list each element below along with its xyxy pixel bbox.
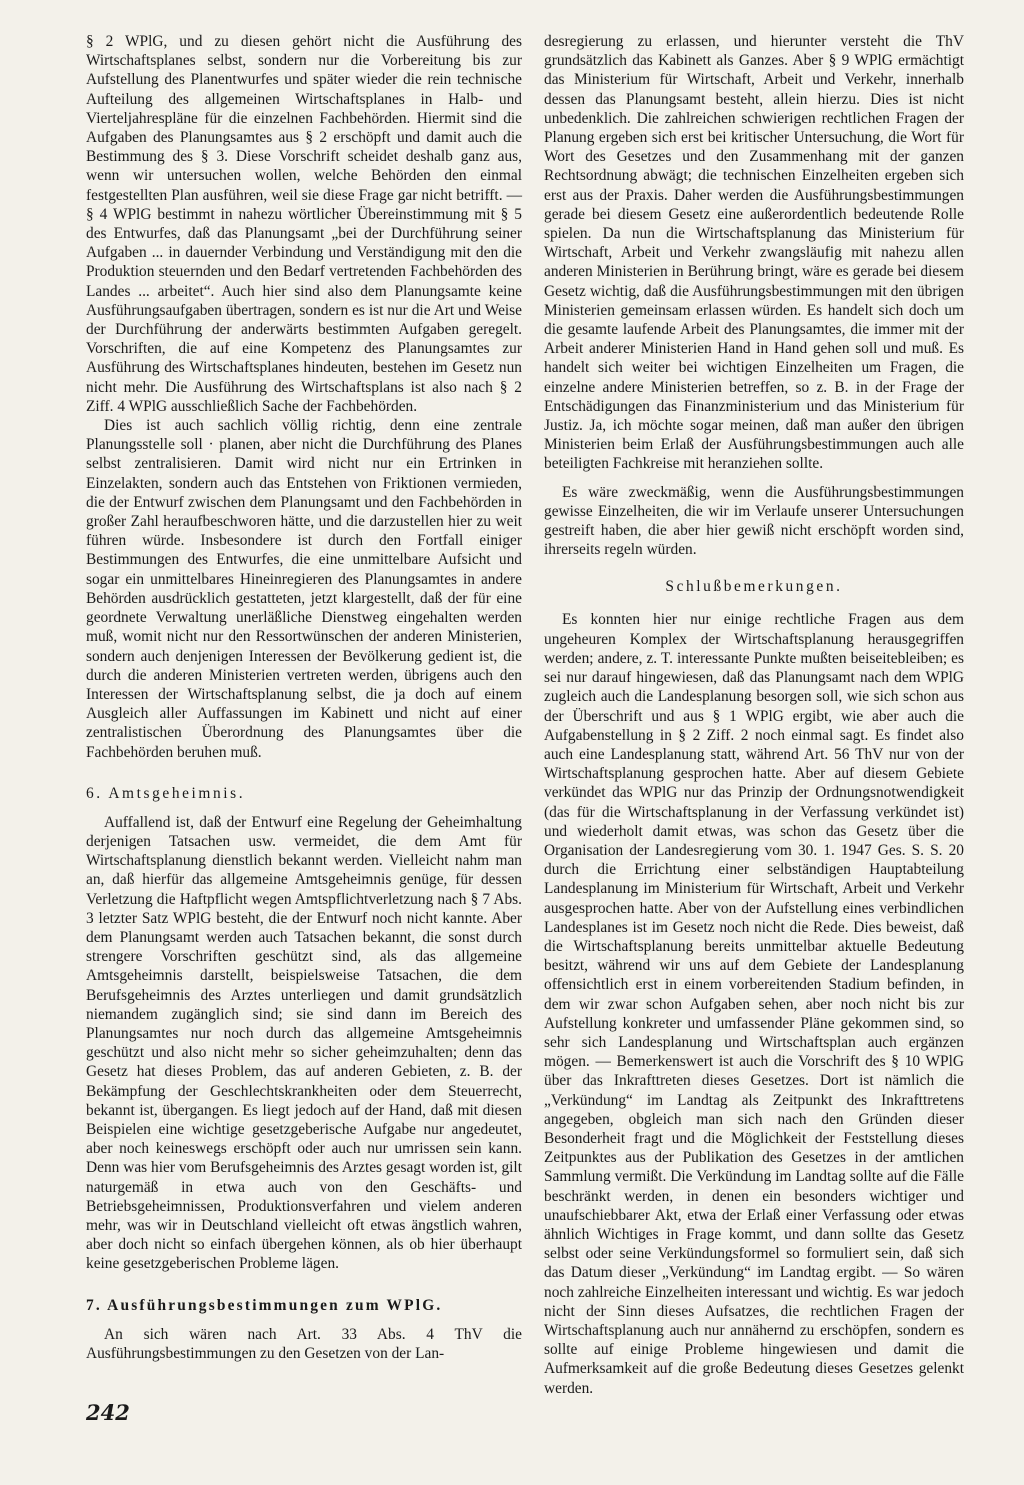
section-heading-7: 7. Ausführungsbestimmungen zum WPlG. bbox=[86, 1296, 443, 1314]
paragraph: desregierung zu erlassen, und hierunter versteht die ThV grundsätzlich das Kabinett als Ganzes. Aber § 9 WPlG ermächtigt das Ministerium für Wirtschaft, Arbeit und Verkehr, innerhalb dessen das Planungsamt besteht, allein hierzu. Dies ist nicht unbedenklich. Die zahlreichen schwierigen rechtlichen Fragen der Planung ergeben sich erst bei kritischer Untersuchung, die Wort für Wort des Gesetzes und den Zusammenhang mit der ganzen Rechtsordnung abwägt; die technischen Einzelheiten ergeben sich erst aus der Praxis. Daher werden die Ausführungsbestimmungen gerade bei diesem Gesetz eine außerordentlich bedeutende Rolle spielen. Da nun die Wirtschaftsplanung das Ministerium für Wirtschaft, Arbeit und Verkehr zwangsläufig mit nahezu allen anderen Ministerien in Berührung bringt, wäre es gerade bei diesem Gesetz wichtig, daß die Ausführungsbestimmungen mit den übrigen Ministerien gemeinsam erlassen würden. Es handelt sich doch um die gesamte laufende Arbeit des Planungsamtes, die immer mit der Arbeit anderer Ministerien Hand in Hand gehen soll und muß. Es handelt sich weiter bei wichtigen Einzelheiten um Fragen, die einzelne andere Ministerien betreffen, so z. B. in der Frage der Entschädigungen das Finanzministerium und das Ministerium für Justiz. Ja, ich möchte sogar meinen, daß man außer den übrigen Ministerien beim Erlaß der Ausführungsbestimmungen auch alle beteiligten Fachkreise mit heranziehen sollte. bbox=[544, 33, 964, 473]
paragraph: Dies ist auch sachlich völlig richtig, denn eine zentrale Planungsstelle soll · planen, aber nicht die Durchführung des Planes selbst zentralisieren. Damit wird nicht nur ein Ertrinken in Einzelakten, sondern auch das Entstehen von Friktionen vermieden, die der Entwurf zwischen dem Planungsamt und den Fachbehörden in großer Zahl heraufbeschworen hätte, und die darzustellen hier zu weit führen würde. Insbesondere ist durch den Fortfall einiger Bestimmungen des Entwurfes, die eine unmittelbare Aufsicht und sogar ein unmittelbares Hineinregieren des Planungsamtes in andere Behörden ausdrücklich gestatteten, jetzt klargestellt, daß der für eine geordnete Verwaltung unerläßliche Dienstweg eingehalten werden muß, womit nicht nur den Ressortwünschen der anderen Ministerien, sondern auch denjenigen Interessen der Bevölkerung gedient ist, die durch die anderen Ministerien vertreten werden, übrigens auch den Interessen der Wirtschaftsplanung selbst, die ja doch auf einem Ausgleich aller Auffassungen im Kabinett und nicht auf einer zentralistischen Überordnung des Planungsamtes über die Fachbehörden beruhen muß. bbox=[86, 417, 522, 761]
page-number: 242 bbox=[86, 1400, 130, 1425]
paragraph: An sich wären nach Art. 33 Abs. 4 ThV die Ausführungsbestimmungen zu den Gesetzen von der Lan- bbox=[86, 1325, 522, 1362]
paragraph: Auffallend ist, daß der Entwurf eine Regelung der Geheimhaltung derjenigen Tatsachen usw. vermeidet, die dem Amt für Wirtschaftsplanung dienstlich bekannt werden. Vielleicht nahm man an, daß hierfür das allgemeine Amtsgeheimnis genüge, für dessen Verletzung die Haftpflicht wegen Amtspflichtverletzung nach § 7 Abs. 3 letzter Satz WPlG besteht, die der Entwurf noch nicht kannte. Aber dem Planungsamt werden auch Tatsachen bekannt, die sonst durch strengere Vorschriften geschützt sind, als das allgemeine Amtsgeheimnis darstellt, beispielsweise Tatsachen, die dem Berufsgeheimnis des Arztes unterliegen und damit grundsätzlich niemandem zugänglich sind; sie sind dann im Bereich des Planungsamtes nur noch durch das allgemeine Amtsgeheimnis geschützt und also nicht mehr so sicher geheimzuhalten; denn das Gesetz hat dieses Problem, das auf anderen Gebieten, z. B. der Bekämpfung der Geschlechtskrankheiten oder dem Steuerrecht, bekannt ist, übergangen. Es liegt jedoch auf der Hand, daß mit diesen Beispielen eine wichtige gesetzgeberische Aufgabe nur angedeutet, aber noch keineswegs erschöpft oder auch nur umrissen sein kann. Denn was hier vom Berufsgeheimnis des Arztes gesagt worden ist, gilt naturgemäß in etwa auch von den Geschäfts- und Betriebsgeheimnissen, Produktionsverfahren und vielem anderen mehr, was wir in Deutschland vielleicht oft etwas ängstlich wahren, aber doch nicht so einfach übergehen können, als ob hier überhaupt keine gesetzgeberischen Probleme lägen. bbox=[86, 813, 522, 1273]
left-column bbox=[86, 32, 522, 1363]
right-column bbox=[544, 32, 964, 1398]
paragraph: § 2 WPlG, und zu diesen gehört nicht die Ausführung des Wirtschaftsplanes selbst, sondern nur die Vorbereitung bis zur Aufstellung des Planentwurfes und später wieder die rein technische Aufteilung des allgemeinen Wirtschaftsplanes in Halb- und Vierteljahrespläne für die einzelnen Fachbehörden. Hiermit sind die Aufgaben des Planungsamtes aus § 2 erschöpft und damit auch die Bestimmung des § 3. Diese Vorschrift scheidet deshalb ganz aus, wenn wir untersuchen wollen, welche Behörden den einmal festgestellten Plan ausführen, weil sie diese Frage gar nicht betrifft. — § 4 WPlG bestimmt in nahezu wörtlicher Übereinstimmung mit § 5 des Entwurfes, daß das Planungsamt „bei der Durchführung seiner Aufgaben ... in dauernder Verbindung und Verständigung mit den die Produktion steuernden und den Bedarf vertretenden Fachbehörden des Landes ... arbeitet“. Auch hier sind also dem Planungsamte keine Ausführungsaufgaben übertragen, sondern es ist nur die Art und Weise der Durchführung der anderwärts bestimmten Aufgaben geregelt. Vorschriften, die auf eine Kompetenz des Planungsamtes zur Ausführung des Wirtschaftsplanes hindeuten, bestehen im Gesetz nun nicht mehr. Die Ausführung des Wirtschaftsplans ist also nach § 2 Ziff. 4 WPlG ausschließlich Sache der Fachbehörden. bbox=[86, 33, 522, 415]
paragraph: Es wäre zweckmäßig, wenn die Ausführungsbestimmungen gewisse Einzelheiten, die wir im Verlaufe unserer Untersuchungen gestreift haben, die aber hier gewiß nicht erschöpft worden sind, ihrerseits regeln würden. bbox=[544, 483, 964, 559]
section-heading-conclusion: Schlußbemerkungen. bbox=[665, 578, 843, 596]
paragraph: Es konnten hier nur einige rechtliche Fragen aus dem ungeheuren Komplex der Wirtschaftsplanung herausgegriffen werden; andere, z. T. interessante Punkte mußten beiseitebleiben; es sei nur darauf hingewiesen, daß das Planungsamt nach dem WPlG zugleich auch die Landesplanung besorgen soll, wie sich schon aus der Überschrift und aus § 1 WPlG ergibt, wie aber auch die Aufgabenstellung in § 2 Ziff. 2 noch einmal sagt. Es findet also auch eine Landesplanung statt, während Art. 56 ThV nur von der Wirtschaftsplanung gesprochen hatte. Aber auf diesem Gebiete verkündet das WPlG nur das Prinzip der Ordnungsnotwendigkeit (das für die Wirtschaftsplanung in der Verfassung verkündet ist) und wiederholt damit etwas, was schon das Gesetz über die Organisation der Landesregierung vom 30. 1. 1947 Ges. S. S. 20 durch die Errichtung einer selbständigen Hauptabteilung Landesplanung im Ministerium für Wirtschaft, Arbeit und Verkehr ausgesprochen hatte. Aber von der Aufstellung eines verbindlichen Landesplanes ist im Gesetz noch nicht die Rede. Dies beweist, daß die Wirtschaftsplanung bereits unmittelbar aktuelle Bedeutung besitzt, während wir uns auf dem Gebiete der Landesplanung offensichtlich erst in einem vorbereitenden Stadium befinden, in dem wir zwar schon Aufgaben sehen, aber noch nicht bis zur Aufstellung konkreter und umfassender Pläne gekommen sind, so sehr sich Landesplanung und Wirtschaftsplan auch ergänzen mögen. — Bemerkenswert ist auch die Vorschrift des § 10 WPlG über das Inkrafttreten dieses Gesetzes. Dort ist nämlich die „Verkündung“ im Landtag als Zeitpunkt des Inkrafttretens angegeben, obgleich man sich nach den Gründen dieser Besonderheit fragt und die Möglichkeit der Feststellung dieses Zeitpunktes aus der Publikation des Gesetzes in der amtlichen Sammlung vermißt. Die Verkündung im Landtag sollte auf die Fälle beschränkt werden, in denen ein besonders wichtiger und unaufschiebbarer Akt, etwa der Erlaß einer Verfassung oder etwas ähnlich Wichtiges in Frage kommt, und dann sollte das Gesetz selbst oder seine Verkündungsformel so formuliert sein, daß sich das Datum dieser „Verkündung“ im Landtag ergibt. — So wären noch zahlreiche Einzelheiten interessant und wichtig. Es war jedoch nicht der Sinn dieses Aufsatzes, die rechtlichen Fragen der Wirtschaftsplanung auch nur annähernd zu erschöpfen, sondern es sollte auf einige Probleme hingewiesen und damit die Aufmerksamkeit auf die große Bedeutung dieses Gesetzes gelenkt werden. bbox=[544, 611, 964, 1397]
section-heading-6: 6. Amtsgeheimnis. bbox=[86, 784, 246, 802]
